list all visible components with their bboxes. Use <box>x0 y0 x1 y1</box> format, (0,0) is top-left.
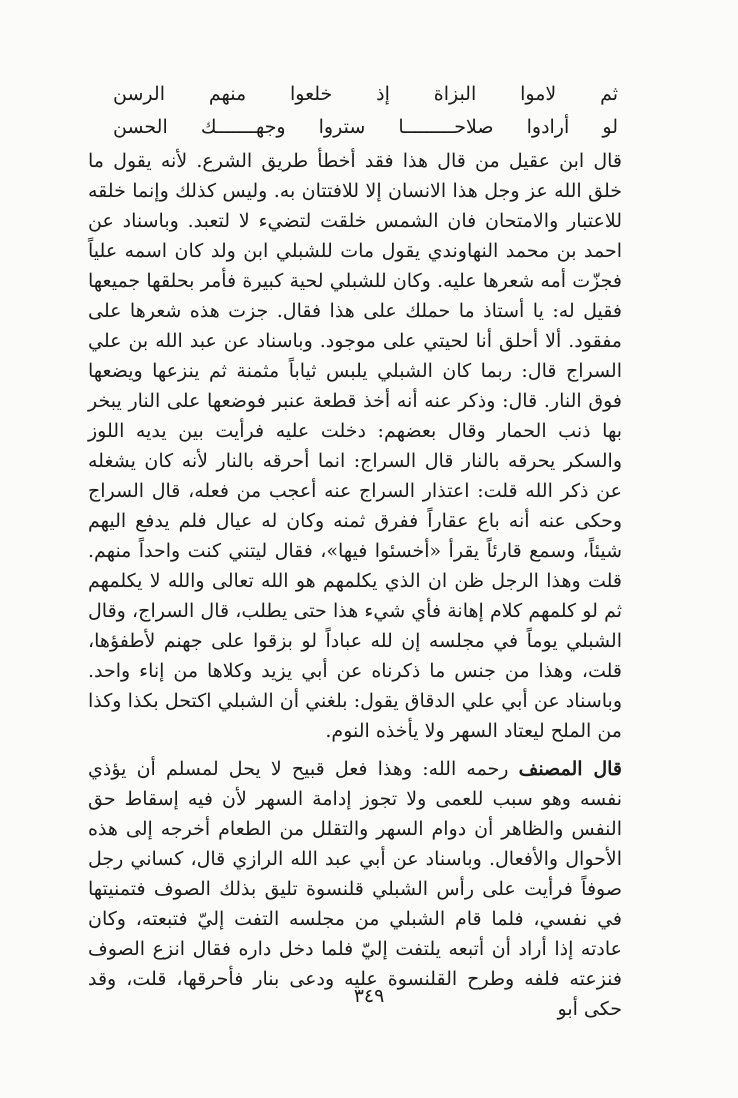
verse-word: البزاة <box>433 83 477 105</box>
verse-word: منهم <box>208 83 247 105</box>
section-lead: قال المصنف <box>518 758 622 780</box>
poem-verse-line-1 <box>113 82 618 106</box>
poem-verse-line-2 <box>113 115 618 139</box>
verse-word: إذ <box>376 83 390 105</box>
verse-word: صلاحـــــــــا <box>398 116 494 138</box>
paragraph-author-comment-text: رحمه الله: وهذا فعل قبيح لا يحل لمسلم أن يؤذي نفسه وهو سبب للعمى ولا تجوز إدامة السهر لأن فيه إسقاط حق النفس والظاهر أن دوام السهر والتقلل من الطعام أخرجه إلى هذه الأحوال والأفعال. وباسناد عن أبي عبد الله الرازي قال، كساني رجل صوفاً فرأيت على رأس الشبلي قلنسوة تليق بذلك الصوف فتمنيتها في نفسي، فلما قام الشبلي من مجلسه التفت إليّ فتبعته، وكان عادته إذا أراد أن أتبعه يلتفت إليّ فلما دخل داره فقال انزع الصوف فنزعته فلفه وطرح القلنسوة عليه ودعى بنار فأحرقها، قلت، وقد حكى أبو <box>88 758 622 1020</box>
verse-word: الرسن <box>113 83 165 105</box>
verse-word: لو <box>602 116 618 138</box>
verse-word: وجهـــــــك <box>200 116 286 138</box>
verse-word: ستروا <box>318 116 366 138</box>
paragraph-author-comment <box>88 754 622 1024</box>
verse-word: خلعوا <box>290 83 333 105</box>
verse-word: لاموا <box>520 83 557 105</box>
main-text <box>88 146 622 1024</box>
verse-word: أرادوا <box>526 116 570 138</box>
verse-word: ثم <box>600 83 618 105</box>
verse-word: الحسن <box>113 116 168 138</box>
page-number: ٣٤٩ <box>353 985 385 1007</box>
paragraph-ibn-aqil: قال ابن عقيل من قال هذا فقد أخطأ طريق الشرع. لأنه يقول ما خلق الله عز وجل هذا الانسان إلا للافتتان به. وليس كذلك وإنما خلقه للاعتبار والامتحان فان الشمس خلقت لتضيء لا لتعبد. وباسناد عن احمد بن محمد النهاوندي يقول مات للشبلي ابن ولد كان اسمه علياً فجزّت أمه شعرها عليه. وكان للشبلي لحية كبيرة فأمر بحلقها جميعها فقيل له: يا أستاذ ما حملك على هذا فقال. جزت هذه شعرها على مفقود. ألا أحلق أنا لحيتي على موجود. وباسناد عن عبد الله بن علي السراج قال: ربما كان الشبلي يلبس ثياباً مثمنة ثم ينزعها ويضعها فوق النار. قال: وذكر عنه أنه أخذ قطعة عنبر فوضعها على النار يبخر بها ذنب الحمار وقال بعضهم: دخلت عليه فرأيت بين يديه اللوز والسكر يحرقه بالنار قال السراج: انما أحرقه بالنار لأنه كان يشغله عن ذكر الله قلت: اعتذار السراج عنه أعجب من فعله، قال السراج وحكى عنه أنه باع عقاراً ففرق ثمنه وكان له عيال فلم يدفع اليهم شيئاً، وسمع قارئاً يقرأ «أخسئوا فيها»، فقال ليتني كنت واحداً منهم. قلت وهذا الرجل ظن ان الذي يكلمهم هو الله تعالى والله لا يكلمهم ثم لو كلمهم كلام إهانة فأي شيء هذا حتى يطلب، قال السراج، وقال الشبلي يوماً في مجلسه إن لله عباداً لو بزقوا على جهنم لأطفؤها، قلت، وهذا من جنس ما ذكرناه عن أبي يزيد وكلاها من إناء واحد. وباسناد عن أبي علي الدقاق يقول: بلغني أن الشبلي اكتحل بكذا وكذا من الملح ليعتاد السهر ولا يأخذه النوم. <box>88 150 623 742</box>
